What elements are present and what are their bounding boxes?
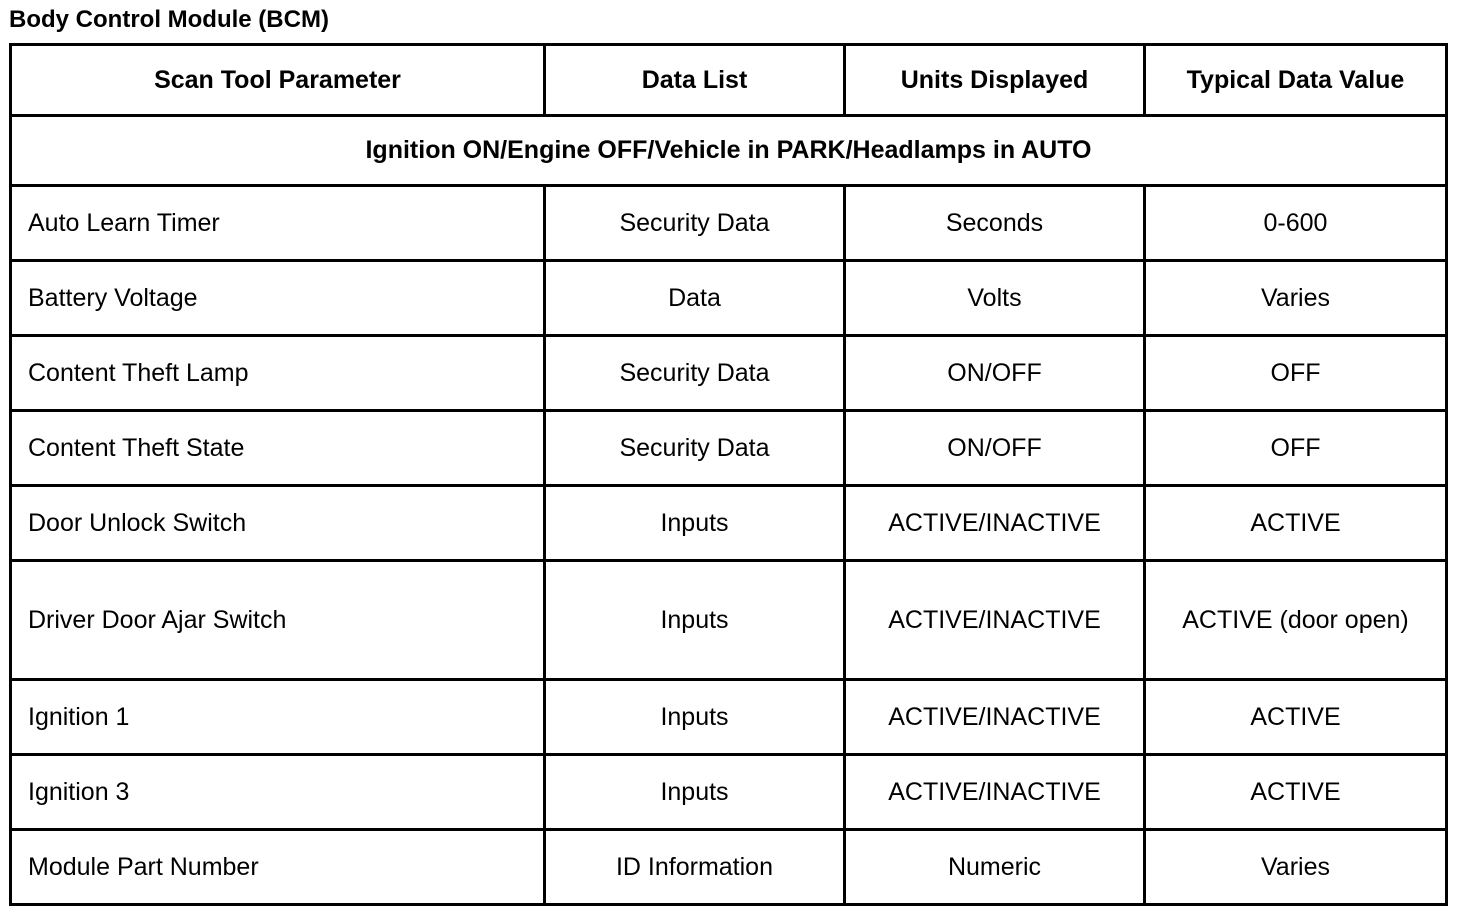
- cell-parameter: Ignition 1: [11, 680, 545, 755]
- table-row: [11, 755, 1447, 830]
- table-header-row: [11, 45, 1447, 116]
- cell-parameter: Content Theft Lamp: [11, 336, 545, 411]
- bcm-data-table: [9, 43, 1448, 906]
- cell-typical-value: 0-600: [1145, 186, 1447, 261]
- table-row: [11, 680, 1447, 755]
- header-typical-data-value: Typical Data Value: [1145, 45, 1447, 116]
- section-condition: Ignition ON/Engine OFF/Vehicle in PARK/Headlamps in AUTO: [11, 116, 1447, 186]
- header-scan-tool-parameter: Scan Tool Parameter: [11, 45, 545, 116]
- cell-parameter: Auto Learn Timer: [11, 186, 545, 261]
- cell-parameter: Door Unlock Switch: [11, 486, 545, 561]
- table-row: [11, 261, 1447, 336]
- cell-units: ON/OFF: [845, 411, 1145, 486]
- cell-units: Numeric: [845, 830, 1145, 905]
- section-row: [11, 116, 1447, 186]
- cell-typical-value: ACTIVE: [1145, 486, 1447, 561]
- cell-units: ACTIVE/INACTIVE: [845, 486, 1145, 561]
- cell-data-list: Security Data: [545, 336, 845, 411]
- cell-units: Volts: [845, 261, 1145, 336]
- cell-parameter: Content Theft State: [11, 411, 545, 486]
- cell-data-list: ID Information: [545, 830, 845, 905]
- table-row: [11, 336, 1447, 411]
- cell-typical-value: ACTIVE (door open): [1145, 561, 1447, 680]
- document-title: Body Control Module (BCM): [9, 6, 329, 33]
- cell-typical-value: OFF: [1145, 336, 1447, 411]
- cell-data-list: Inputs: [545, 486, 845, 561]
- cell-data-list: Inputs: [545, 680, 845, 755]
- table-row: [11, 830, 1447, 905]
- cell-data-list: Data: [545, 261, 845, 336]
- table-row: [11, 411, 1447, 486]
- cell-units: ACTIVE/INACTIVE: [845, 755, 1145, 830]
- cell-typical-value: Varies: [1145, 830, 1447, 905]
- cell-data-list: Inputs: [545, 755, 845, 830]
- table-row: [11, 486, 1447, 561]
- cell-units: ACTIVE/INACTIVE: [845, 680, 1145, 755]
- cell-data-list: Security Data: [545, 186, 845, 261]
- header-units-displayed: Units Displayed: [845, 45, 1145, 116]
- cell-data-list: Security Data: [545, 411, 845, 486]
- cell-parameter: Battery Voltage: [11, 261, 545, 336]
- cell-typical-value: Varies: [1145, 261, 1447, 336]
- cell-typical-value: ACTIVE: [1145, 680, 1447, 755]
- cell-parameter: Driver Door Ajar Switch: [11, 561, 545, 680]
- cell-units: ON/OFF: [845, 336, 1145, 411]
- header-data-list: Data List: [545, 45, 845, 116]
- cell-typical-value: OFF: [1145, 411, 1447, 486]
- cell-units: ACTIVE/INACTIVE: [845, 561, 1145, 680]
- cell-parameter: Ignition 3: [11, 755, 545, 830]
- cell-units: Seconds: [845, 186, 1145, 261]
- table-row: [11, 561, 1447, 680]
- table-row: [11, 186, 1447, 261]
- cell-parameter: Module Part Number: [11, 830, 545, 905]
- cell-data-list: Inputs: [545, 561, 845, 680]
- cell-typical-value: ACTIVE: [1145, 755, 1447, 830]
